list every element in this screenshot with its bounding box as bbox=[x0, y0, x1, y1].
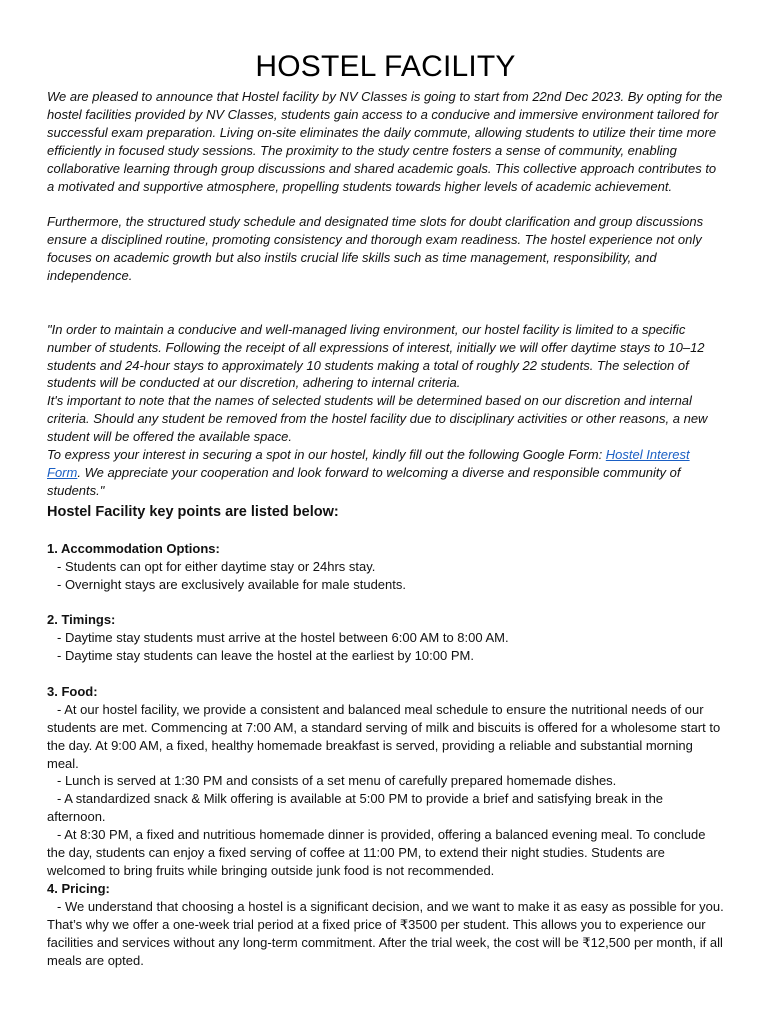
food-item: - At our hostel facility, we provide a consistent and balanced meal schedule to ensure the nutritional needs of our students are met. Commencing at 7:00 AM, a standard serving of milk and biscuits is offered for a wholesome start to the day. At 9:00 AM, a fixed, healthy homemade breakfast is served, providing a reliable and substantial morning meal. bbox=[47, 701, 721, 771]
accommodation-item: - Students can opt for either daytime stay or 24hrs stay. bbox=[57, 558, 376, 574]
food-item: - A standardized snack & Milk offering is available at 5:00 PM to provide a brief and satisfying break in the afternoon. bbox=[47, 791, 664, 825]
food-item: - At 8:30 PM, a fixed and nutritious homemade dinner is provided, offering a balanced evening meal. To conclude the day, students can enjoy a fixed serving of coffee at 11:00 PM, to extend their night studies. Students are welcomed to bring fruits while bringing outside junk food is not recommended. bbox=[47, 827, 706, 878]
intro-paragraph-1: We are pleased to announce that Hostel facility by NV Classes is going to start from 22nd Dec 2023. By opting for the hostel facilities provided by NV Classes, students gain access to a conducive and immersive environment tailored for successful exam preparation. Living on-site eliminates the daily commute, allowing students to utilize their time more efficiently in focused study sessions. The proximity to the study centre fosters a sense of community, enabling collaborative learning through group discussions and shared academic goals. This collective approach contributes to a motivated and supportive atmosphere, propelling students towards higher levels of academic achievement. bbox=[47, 89, 723, 194]
accommodation-item: - Overnight stays are exclusively available for male students. bbox=[57, 576, 406, 592]
pricing-item: - We understand that choosing a hostel is a significant decision, and we want to make it as easy as possible for you. That’s why we offer a one-week trial period at a fixed price of ₹3500 per student. This allows you to experience our facilities and services without any long-term commitment. After the trial week, the cost will be ₹12,500 per month, if all meals are opted. bbox=[47, 898, 724, 968]
section-heading-timings: 2. Timings: bbox=[47, 612, 116, 628]
quote-paragraph-2: It's important to note that the names of selected students will be determined based on our discretion and internal criteria. Should any student be removed from the hostel facility due to disciplinary activities or other reasons, a new student will be offered the available space. bbox=[47, 393, 708, 445]
quote-paragraph-3 bbox=[47, 446, 724, 500]
section-heading-accommodation: 1. Accommodation Options: bbox=[47, 540, 220, 556]
intro-paragraph-2: Furthermore, the structured study schedule and designated time slots for doubt clarification and group discussions ensure a disciplined routine, promoting consistency and thorough exam readiness. The hostel experience not only focuses on academic growth but also instils crucial life skills such as time management, responsibility, and independence. bbox=[47, 214, 704, 284]
timings-item: - Daytime stay students must arrive at the hostel between 6:00 AM to 8:00 AM. bbox=[57, 630, 509, 646]
quote-paragraph-1: "In order to maintain a conducive and well-managed living environment, our hostel facility is limited to a specific number of students. Following the receipt of all expressions of interest, initially we will offer daytime stays to 10–12 students and 24-hour stays to approximately 10 students making a total of roughly 22 students. The selection of students will be conducted at our discretion, adhering to internal criteria. bbox=[47, 321, 705, 391]
food-item: - Lunch is served at 1:30 PM and consists of a set menu of carefully prepared homemade dishes. bbox=[57, 773, 617, 789]
timings-item: - Daytime stay students can leave the hostel at the earliest by 10:00 PM. bbox=[57, 648, 474, 664]
form-intro-text: To express your interest in securing a spot in our hostel, kindly fill out the following Google Form: bbox=[47, 447, 606, 463]
hostel-interest-form-link[interactable]: Hostel Interest Form bbox=[47, 447, 690, 480]
section-heading-food: 3. Food: bbox=[47, 683, 98, 699]
page-title: HOSTEL FACILITY bbox=[255, 50, 516, 83]
key-points-title: Hostel Facility key points are listed below: bbox=[47, 503, 339, 520]
form-closing-text: . We appreciate your cooperation and look forward to welcoming a diverse and responsible community of students." bbox=[47, 465, 681, 498]
section-heading-pricing: 4. Pricing: bbox=[47, 880, 110, 896]
